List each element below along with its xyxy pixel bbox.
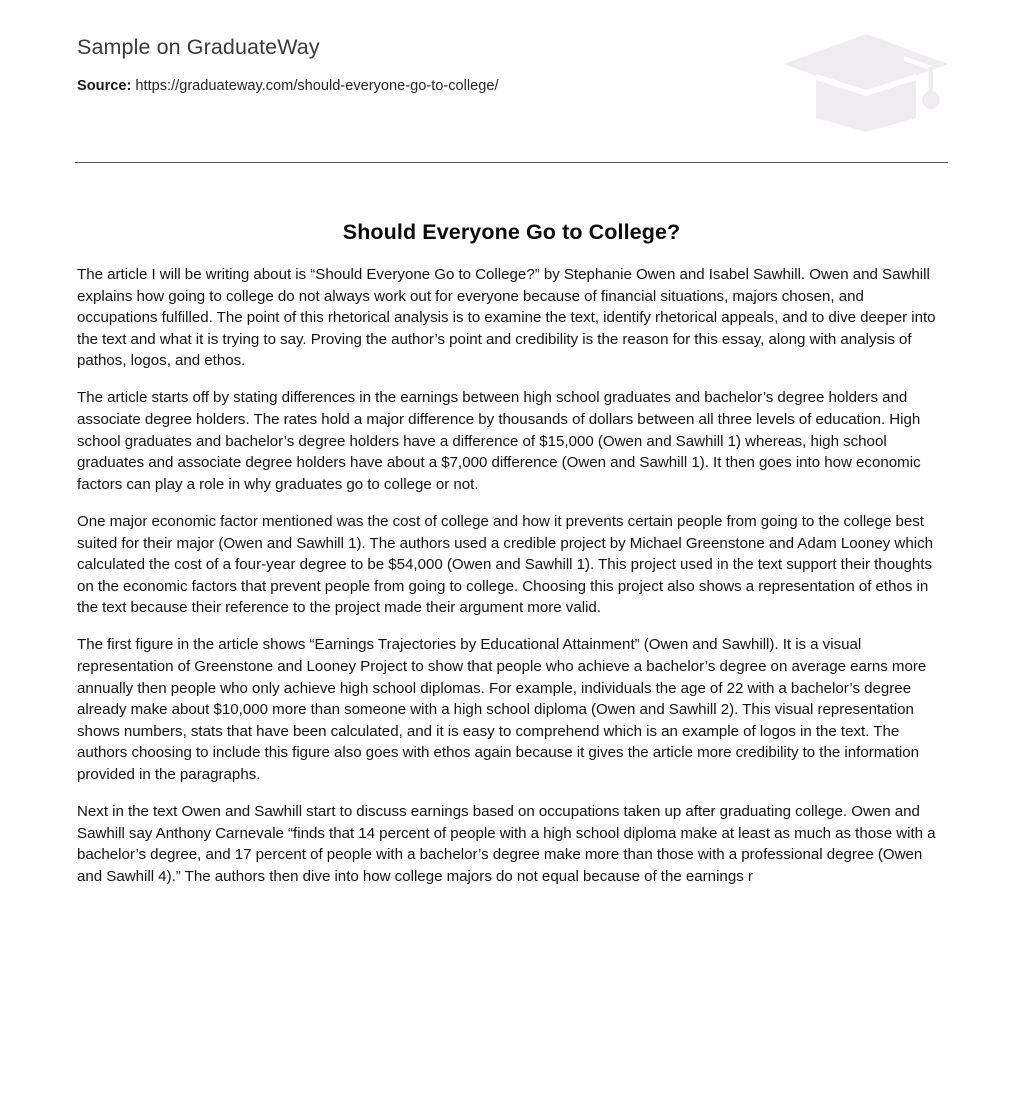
graduation-cap-icon [782,30,950,132]
article-paragraph: The article I will be writing about is “Should Everyone Go to College?” by Stephanie Owen and Isabel Sawhill. Owen and Sawhill explains how going to college do not always work out for everyone because of financial situations, majors chosen, and occupations fulfilled. The point of this rhetorical analysis is to examine the text, identify rhetorical appeals, and to dive deeper into the text and what it is trying to say. Proving the author’s point and credibility is the reason for this essay, along with analysis of pathos, logos, and ethos. [77,266,936,370]
article-paragraph: One major economic factor mentioned was the cost of college and how it prevents certain people from going to the college best suited for their major (Owen and Sawhill 1). The authors used a credible project by Michael Greenstone and Adam Looney which calculated the cost of a four-year degree to be $54,000 (Owen and Sawhill 1). This project used in the text support their thoughts on the economic factors that prevent people from going to college. Choosing this project also shows a representation of ethos in the text because their reference to the project made their argument more valid. [77,512,934,617]
source-url-link[interactable]: https://graduateway.com/should-everyone-go-to-college/ [135,78,499,94]
header-divider [75,162,948,163]
article-paragraph: The first figure in the article shows “Earnings Trajectories by Educational Attainment” (Owen and Sawhill). It is a visual representation of Greenstone and Looney Project to show that people who achieve a bachelor’s degree on average earns more annually then people who only achieve high school diplomas. For example, individuals the age of 22 with a bachelor’s degree already make about $10,000 more than someone with a high school diploma (Owen and Sawhill 2). This visual representation shows numbers, stats that have been calculated, and it is easy to comprehend which is an example of logos in the text. The authors choosing to include this figure also goes with ethos again because it gives the article more credibility to the information provided in the paragraphs. [77,636,927,783]
article-paragraph: Next in the text Owen and Sawhill start to discuss earnings based on occupations taken up after graduating college. Owen and Sawhill say Anthony Carnevale “finds that 14 percent of people with a high school diploma make at least as much as those with a bachelor’s degree, and 17 percent of people with a bachelor’s degree make more than those with a professional degree (Owen and Sawhill 4).” The authors then dive into how college majors do not equal because of the earnings r [77,803,936,885]
site-name: Sample on GraduateWay [77,35,320,59]
article-paragraph: The article starts off by stating differences in the earnings between high school graduates and bachelor’s degree holders and associate degree holders. The rates hold a major difference by thousands of dollars between all three levels of education. High school graduates and bachelor’s degree holders have a difference of $15,000 (Owen and Sawhill 1) whereas, high school graduates and associate degree holders have about a $7,000 difference (Owen and Sawhill 1). It then goes into how economic factors can play a role in why graduates go to college or not. [77,389,921,493]
source-label: Source: [77,78,132,94]
article-body [77,264,947,1064]
page-title: Should Everyone Go to College? [342,220,681,245]
